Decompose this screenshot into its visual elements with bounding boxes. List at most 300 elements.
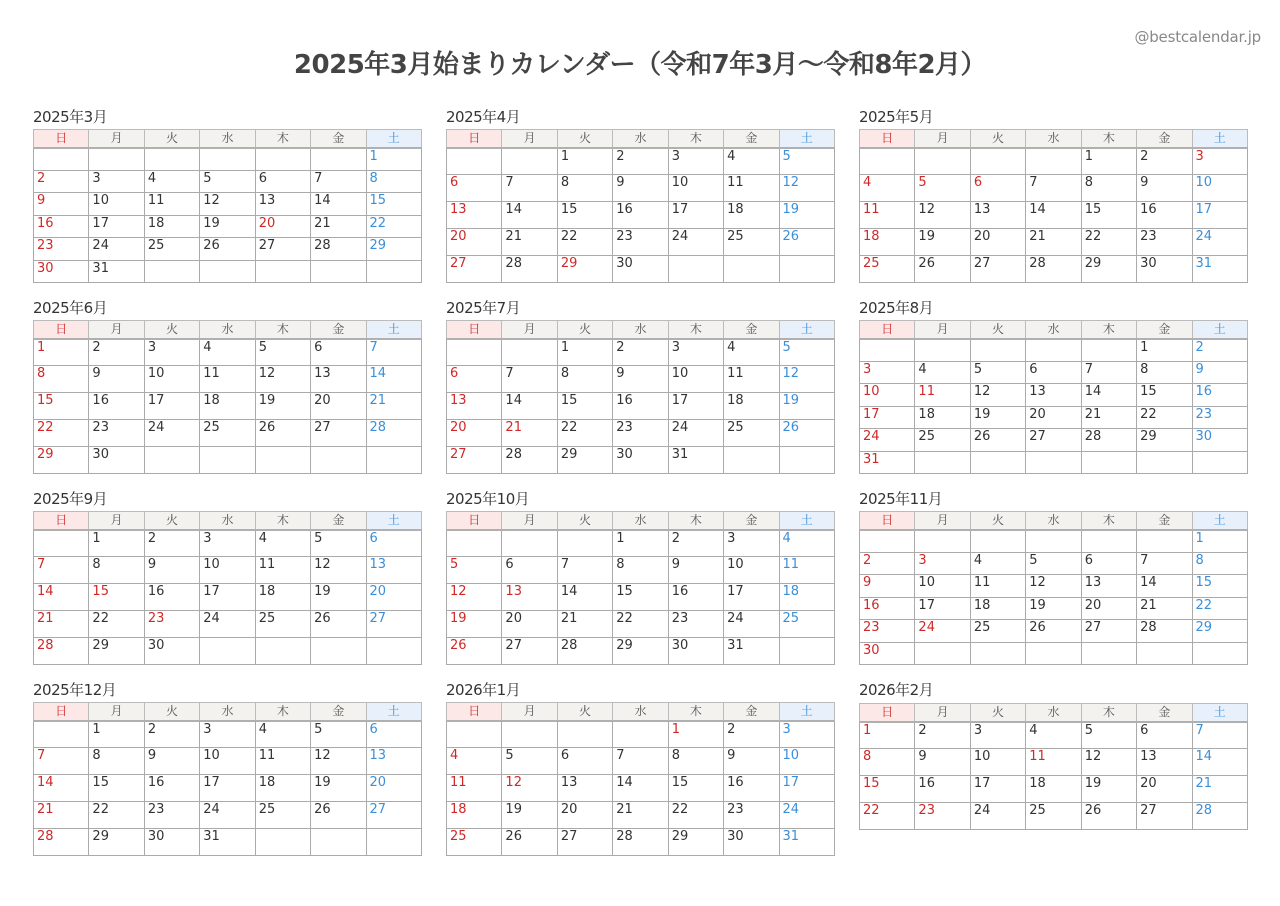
weekday-header: 火 [144,703,199,721]
day-cell: 12 [447,584,502,611]
day-cell: 18 [255,584,310,611]
empty-cell [89,148,144,171]
day-cell: 22 [860,803,915,830]
day-cell: 27 [557,829,612,856]
day-cell: 12 [915,202,970,229]
day-cell: 6 [255,170,310,193]
day-cell: 30 [144,638,199,665]
week-row [860,749,1248,776]
day-cell: 19 [311,584,366,611]
day-cell: 13 [366,748,421,775]
day-cell: 11 [255,748,310,775]
day-cell: 6 [447,175,502,202]
weekday-header: 土 [779,130,834,148]
empty-cell [34,530,89,557]
day-cell: 5 [447,557,502,584]
week-row [34,748,422,775]
week-row [447,229,835,256]
day-cell: 17 [89,215,144,238]
day-cell: 4 [144,170,199,193]
week-row [447,175,835,202]
day-cell: 11 [200,366,255,393]
day-cell: 28 [34,829,89,856]
day-cell: 11 [724,366,779,393]
day-cell: 14 [366,366,421,393]
day-cell: 11 [779,557,834,584]
day-cell: 31 [1192,256,1247,283]
empty-cell [311,260,366,283]
day-cell: 12 [1026,575,1081,598]
empty-cell [366,447,421,474]
weekday-header: 金 [1137,321,1192,339]
day-cell: 28 [1081,429,1136,452]
day-cell: 1 [1137,339,1192,362]
day-cell: 8 [557,175,612,202]
weekday-header: 金 [724,703,779,721]
day-cell: 3 [970,722,1025,749]
weekday-header: 水 [1026,704,1081,722]
day-cell: 14 [34,775,89,802]
day-cell: 9 [144,557,199,584]
day-cell: 17 [860,406,915,429]
week-row [34,339,422,366]
day-cell: 30 [860,642,915,665]
day-cell: 31 [200,829,255,856]
weekday-header: 土 [366,321,421,339]
day-cell: 27 [366,802,421,829]
weekday-header: 木 [1081,130,1136,148]
month-calendar [33,296,422,474]
month-title: 2025年7月 [446,299,521,317]
weekday-header: 土 [366,512,421,530]
day-cell: 21 [613,802,668,829]
day-cell: 6 [311,339,366,366]
empty-cell [144,148,199,171]
day-cell: 21 [1192,776,1247,803]
day-cell: 28 [34,638,89,665]
day-cell: 15 [613,584,668,611]
day-cell: 9 [860,575,915,598]
weekday-header: 木 [668,703,723,721]
week-row [860,620,1248,643]
day-cell: 3 [200,721,255,748]
weekday-header: 日 [447,703,502,721]
empty-cell [1137,451,1192,474]
day-cell: 21 [1137,597,1192,620]
day-cell: 24 [200,802,255,829]
day-cell: 24 [970,803,1025,830]
day-cell: 10 [200,557,255,584]
day-cell: 14 [613,775,668,802]
day-cell: 13 [970,202,1025,229]
day-cell: 8 [860,749,915,776]
empty-cell [1081,339,1136,362]
day-cell: 11 [144,193,199,216]
day-cell: 9 [1192,361,1247,384]
weekday-header: 水 [200,130,255,148]
weekday-header: 木 [1081,704,1136,722]
day-cell: 28 [366,420,421,447]
day-cell: 1 [668,721,723,748]
day-cell: 21 [502,420,557,447]
empty-cell [255,148,310,171]
week-row [447,148,835,175]
day-cell: 16 [915,776,970,803]
day-cell: 17 [144,393,199,420]
empty-cell [447,339,502,366]
week-row [34,393,422,420]
day-cell: 22 [89,611,144,638]
weekday-header: 水 [613,130,668,148]
day-cell: 23 [915,803,970,830]
day-cell: 1 [34,339,89,366]
day-cell: 12 [311,748,366,775]
weekday-header: 日 [447,512,502,530]
week-row [447,339,835,366]
day-cell: 9 [668,557,723,584]
day-cell: 17 [915,597,970,620]
day-cell: 12 [970,384,1025,407]
day-cell: 27 [1081,620,1136,643]
weekday-header: 金 [724,321,779,339]
day-cell: 3 [1192,148,1247,175]
week-row [860,575,1248,598]
empty-cell [557,721,612,748]
day-cell: 5 [311,721,366,748]
day-cell: 1 [1192,530,1247,553]
week-row [34,638,422,665]
day-cell: 22 [89,802,144,829]
day-cell: 10 [668,366,723,393]
week-row [447,447,835,474]
empty-cell [779,447,834,474]
weekday-header: 火 [970,321,1025,339]
months-grid [33,105,1248,856]
week-row [860,256,1248,283]
weekday-header: 日 [447,130,502,148]
week-row [34,721,422,748]
day-cell: 15 [34,393,89,420]
day-cell: 31 [860,451,915,474]
day-cell: 19 [915,229,970,256]
day-cell: 19 [1081,776,1136,803]
day-cell: 16 [34,215,89,238]
day-cell: 29 [34,447,89,474]
day-cell: 3 [144,339,199,366]
day-cell: 27 [447,256,502,283]
day-cell: 25 [779,611,834,638]
day-cell: 6 [970,175,1025,202]
week-row [447,802,835,829]
day-cell: 18 [915,406,970,429]
empty-cell [970,339,1025,362]
weekday-header: 土 [1192,704,1247,722]
day-cell: 16 [668,584,723,611]
day-cell: 17 [1192,202,1247,229]
day-cell: 5 [1081,722,1136,749]
day-cell: 12 [311,557,366,584]
day-cell: 6 [1081,552,1136,575]
week-row [34,366,422,393]
empty-cell [860,339,915,362]
week-row [34,802,422,829]
day-cell: 26 [255,420,310,447]
day-cell: 6 [502,557,557,584]
day-cell: 10 [144,366,199,393]
day-cell: 29 [1137,429,1192,452]
empty-cell [970,148,1025,175]
day-cell: 11 [915,384,970,407]
month-calendar [446,296,835,474]
weekday-header: 金 [311,703,366,721]
weekday-header: 月 [89,130,144,148]
day-cell: 20 [366,584,421,611]
day-cell: 8 [1192,552,1247,575]
day-cell: 13 [1081,575,1136,598]
week-row [447,829,835,856]
day-cell: 29 [1192,620,1247,643]
month-calendar [33,487,422,665]
day-cell: 1 [860,722,915,749]
weekday-header: 水 [1026,130,1081,148]
day-cell: 10 [779,748,834,775]
month-calendar [859,487,1248,665]
empty-cell [1192,451,1247,474]
day-cell: 19 [970,406,1025,429]
weekday-header: 水 [200,512,255,530]
week-row [34,215,422,238]
day-cell: 6 [1026,361,1081,384]
week-row [34,557,422,584]
day-cell: 1 [89,721,144,748]
week-row [447,638,835,665]
day-cell: 26 [447,638,502,665]
day-cell: 11 [970,575,1025,598]
day-cell: 26 [779,229,834,256]
day-cell: 21 [311,215,366,238]
week-row [447,393,835,420]
weekday-header: 木 [1081,321,1136,339]
empty-cell [613,721,668,748]
weekday-header: 木 [1081,512,1136,530]
day-cell: 11 [724,175,779,202]
day-cell: 12 [779,366,834,393]
day-cell: 4 [970,552,1025,575]
month-calendar [859,296,1248,474]
day-cell: 19 [200,215,255,238]
day-cell: 30 [144,829,199,856]
empty-cell [144,447,199,474]
day-cell: 25 [724,229,779,256]
day-cell: 22 [34,420,89,447]
day-cell: 5 [915,175,970,202]
weekday-header: 水 [613,512,668,530]
day-cell: 16 [1137,202,1192,229]
week-row [34,170,422,193]
day-cell: 8 [668,748,723,775]
empty-cell [366,260,421,283]
day-cell: 13 [447,393,502,420]
day-cell: 14 [34,584,89,611]
day-cell: 1 [89,530,144,557]
day-cell: 4 [779,530,834,557]
weekday-header: 月 [502,512,557,530]
day-cell: 2 [915,722,970,749]
month-calendar [859,678,1248,856]
day-cell: 20 [311,393,366,420]
day-cell: 26 [970,429,1025,452]
week-row [34,447,422,474]
day-cell: 2 [613,339,668,366]
day-cell: 4 [255,721,310,748]
day-cell: 24 [779,802,834,829]
weekday-header: 木 [255,512,310,530]
weekday-header: 水 [200,703,255,721]
day-cell: 16 [724,775,779,802]
weekday-header: 月 [915,321,970,339]
day-cell: 12 [779,175,834,202]
weekday-header: 火 [144,130,199,148]
weekday-header: 火 [144,512,199,530]
day-cell: 15 [89,584,144,611]
day-cell: 23 [1137,229,1192,256]
week-row [860,776,1248,803]
month-calendar [33,678,422,856]
day-cell: 8 [34,366,89,393]
empty-cell [255,447,310,474]
month-table [859,703,1248,830]
day-cell: 18 [724,202,779,229]
week-row [860,202,1248,229]
weekday-header: 日 [34,703,89,721]
day-cell: 13 [366,557,421,584]
month-title: 2025年5月 [859,108,934,126]
day-cell: 20 [447,420,502,447]
day-cell: 31 [89,260,144,283]
day-cell: 9 [613,366,668,393]
empty-cell [1192,642,1247,665]
weekday-header: 月 [89,703,144,721]
week-row [447,721,835,748]
month-title: 2025年3月 [33,108,108,126]
day-cell: 24 [724,611,779,638]
weekday-header: 日 [860,130,915,148]
day-cell: 28 [557,638,612,665]
day-cell: 16 [144,775,199,802]
day-cell: 3 [200,530,255,557]
day-cell: 2 [144,530,199,557]
empty-cell [34,148,89,171]
day-cell: 18 [200,393,255,420]
month-table [859,320,1248,474]
month-table [446,320,835,474]
empty-cell [1081,642,1136,665]
week-row [860,530,1248,553]
day-cell: 22 [557,229,612,256]
day-cell: 29 [1081,256,1136,283]
weekday-header: 木 [255,321,310,339]
weekday-header: 木 [668,130,723,148]
day-cell: 15 [1192,575,1247,598]
month-title: 2025年12月 [33,681,117,699]
weekday-header: 日 [34,130,89,148]
empty-cell [311,447,366,474]
day-cell: 12 [1081,749,1136,776]
day-cell: 20 [1081,597,1136,620]
week-row [860,339,1248,362]
day-cell: 2 [1137,148,1192,175]
day-cell: 14 [502,202,557,229]
empty-cell [1081,530,1136,553]
day-cell: 10 [1192,175,1247,202]
day-cell: 11 [447,775,502,802]
day-cell: 28 [1137,620,1192,643]
weekday-header: 土 [779,512,834,530]
day-cell: 3 [724,530,779,557]
empty-cell [311,638,366,665]
weekday-header: 月 [89,512,144,530]
week-row [447,557,835,584]
day-cell: 15 [557,393,612,420]
empty-cell [200,260,255,283]
empty-cell [915,148,970,175]
empty-cell [970,530,1025,553]
weekday-header: 土 [1192,130,1247,148]
day-cell: 19 [255,393,310,420]
empty-cell [447,148,502,175]
day-cell: 16 [613,393,668,420]
empty-cell [255,638,310,665]
day-cell: 19 [779,393,834,420]
weekday-header: 水 [1026,321,1081,339]
empty-cell [915,339,970,362]
week-row [447,202,835,229]
day-cell: 22 [1081,229,1136,256]
empty-cell [144,260,199,283]
month-title: 2025年4月 [446,108,521,126]
week-row [860,175,1248,202]
week-row [860,406,1248,429]
empty-cell [447,530,502,557]
day-cell: 21 [34,611,89,638]
day-cell: 9 [724,748,779,775]
day-cell: 2 [89,339,144,366]
day-cell: 2 [724,721,779,748]
day-cell: 15 [860,776,915,803]
day-cell: 25 [200,420,255,447]
day-cell: 4 [724,148,779,175]
day-cell: 3 [668,339,723,366]
week-row [447,775,835,802]
day-cell: 11 [1026,749,1081,776]
day-cell: 26 [311,611,366,638]
day-cell: 7 [34,748,89,775]
day-cell: 28 [502,447,557,474]
weekday-header: 土 [779,321,834,339]
weekday-header: 金 [1137,130,1192,148]
day-cell: 8 [557,366,612,393]
empty-cell [366,638,421,665]
week-row [860,148,1248,175]
week-row [447,256,835,283]
empty-cell [915,642,970,665]
day-cell: 9 [613,175,668,202]
weekday-header: 日 [447,321,502,339]
day-cell: 27 [970,256,1025,283]
month-table [33,320,422,474]
day-cell: 18 [779,584,834,611]
day-cell: 20 [970,229,1025,256]
